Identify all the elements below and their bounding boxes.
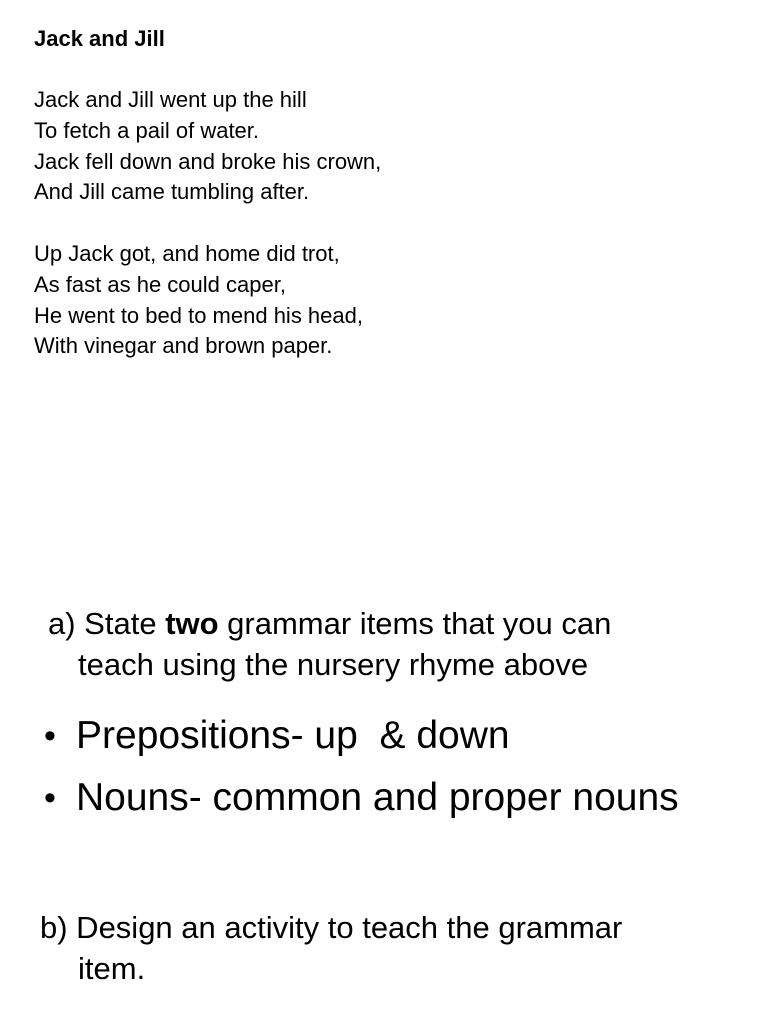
answer-item <box>44 712 734 760</box>
rhyme-stanza-2 <box>34 239 363 362</box>
question-a-emphasis: two <box>165 606 219 641</box>
rhyme-line: Up Jack got, and home did trot, <box>34 241 340 266</box>
rhyme-title: Jack and Jill <box>34 26 165 51</box>
rhyme-line: As fast as he could caper, <box>34 271 286 297</box>
question-a <box>48 603 738 685</box>
bullet-icon: • <box>44 717 56 755</box>
question-b-line1: b) Design an activity to teach the grammar <box>40 910 623 945</box>
rhyme-line: To fetch a pail of water. <box>34 117 260 143</box>
answer-text: Nouns- common and proper nouns <box>76 776 679 819</box>
rhyme-stanza-1 <box>34 85 381 208</box>
answer-item <box>44 774 734 822</box>
answer-list <box>44 712 734 836</box>
bullet-icon: • <box>44 779 56 817</box>
rhyme-line: Jack and Jill went up the hill <box>34 87 307 112</box>
rhyme-line: And Jill came tumbling after. <box>34 179 310 205</box>
rhyme-line: With vinegar and brown paper. <box>34 333 333 359</box>
question-a-prefix: a) State <box>48 606 166 641</box>
rhyme-line: He went to bed to mend his head, <box>34 302 363 328</box>
question-b <box>40 907 740 989</box>
question-b-line2: item. <box>78 951 146 986</box>
rhyme-line: Jack fell down and broke his crown, <box>34 148 382 174</box>
question-a-line1-rest: grammar items that you can <box>218 606 612 641</box>
answer-text: Prepositions- up & down <box>76 714 510 757</box>
question-a-line2: teach using the nursery rhyme above <box>78 647 589 682</box>
